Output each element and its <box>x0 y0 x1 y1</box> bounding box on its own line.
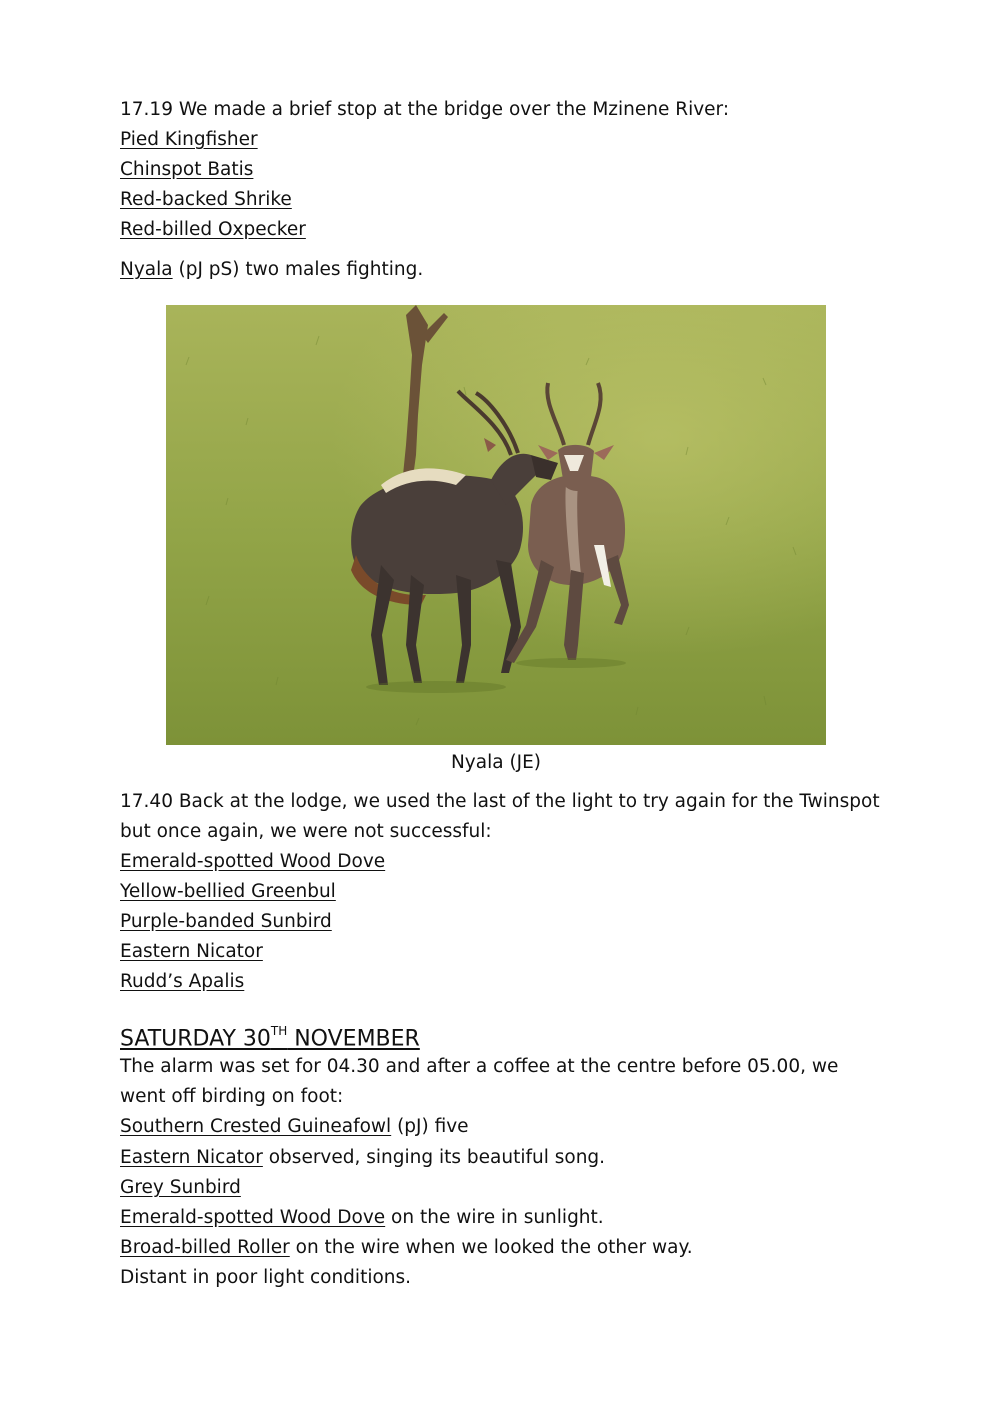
section2-intro-line2: but once again, we were not successful: <box>120 821 492 842</box>
entry-species: Grey Sunbird <box>120 1177 241 1198</box>
day-heading-sup: TH <box>270 1024 288 1038</box>
species-purple-banded-sunbird: Purple-banded Sunbird <box>120 911 332 932</box>
photo-caption: Nyala (JE) <box>450 752 542 773</box>
entry-note: observed, singing its beautiful song. <box>262 1147 606 1168</box>
entry-eastern-nicator <box>120 1145 605 1171</box>
species-red-backed-shrike: Red-backed Shrike <box>120 189 292 210</box>
nyala-note <box>120 257 423 283</box>
entry-southern-crested-guineafowl <box>120 1114 469 1140</box>
entry-species: Southern Crested Guineafowl <box>120 1116 392 1137</box>
entry-grey-sunbird <box>120 1175 241 1201</box>
species-yellow-bellied-greenbul: Yellow-bellied Greenbul <box>120 881 336 902</box>
species-eastern-nicator: Eastern Nicator <box>120 941 263 962</box>
section3-intro-line2: went off birding on foot: <box>120 1086 344 1107</box>
nyala-photo <box>166 305 826 745</box>
entry-species: Broad-billed Roller <box>120 1237 290 1258</box>
entry-species: Emerald-spotted Wood Dove <box>120 1207 386 1228</box>
species-red-billed-oxpecker: Red-billed Oxpecker <box>120 219 306 240</box>
species-nyala: Nyala <box>120 259 173 280</box>
day-heading-prefix: SATURDAY 30 <box>120 1026 271 1052</box>
day-heading <box>120 1018 420 1054</box>
section2-intro-line1: 17.40 Back at the lodge, we used the last of the light to try again for the Twinspot <box>120 791 880 812</box>
entry-broad-billed-roller <box>120 1235 693 1261</box>
species-emerald-spotted-wood-dove: Emerald-spotted Wood Dove <box>120 851 386 872</box>
entry-species: Eastern Nicator <box>120 1147 263 1168</box>
species-chinspot-batis: Chinspot Batis <box>120 159 254 180</box>
section3-intro-line1: The alarm was set for 04.30 and after a coffee at the centre before 05.00, we <box>120 1056 839 1077</box>
entry-note: on the wire when we looked the other way. <box>289 1237 693 1258</box>
nyala-note-text: (pJ pS) two males fighting. <box>172 259 424 280</box>
species-rudds-apalis: Rudd’s Apalis <box>120 971 245 992</box>
entry-note: (pJ) five <box>391 1116 469 1137</box>
entry-note: on the wire in sunlight. <box>385 1207 604 1228</box>
day-heading-suffix: NOVEMBER <box>287 1026 420 1052</box>
section1-intro: 17.19 We made a brief stop at the bridge over the Mzinene River: <box>120 99 730 120</box>
section3-closing: Distant in poor light conditions. <box>120 1267 412 1288</box>
species-pied-kingfisher: Pied Kingfisher <box>120 129 258 150</box>
entry-emerald-spotted-wood-dove <box>120 1205 604 1231</box>
